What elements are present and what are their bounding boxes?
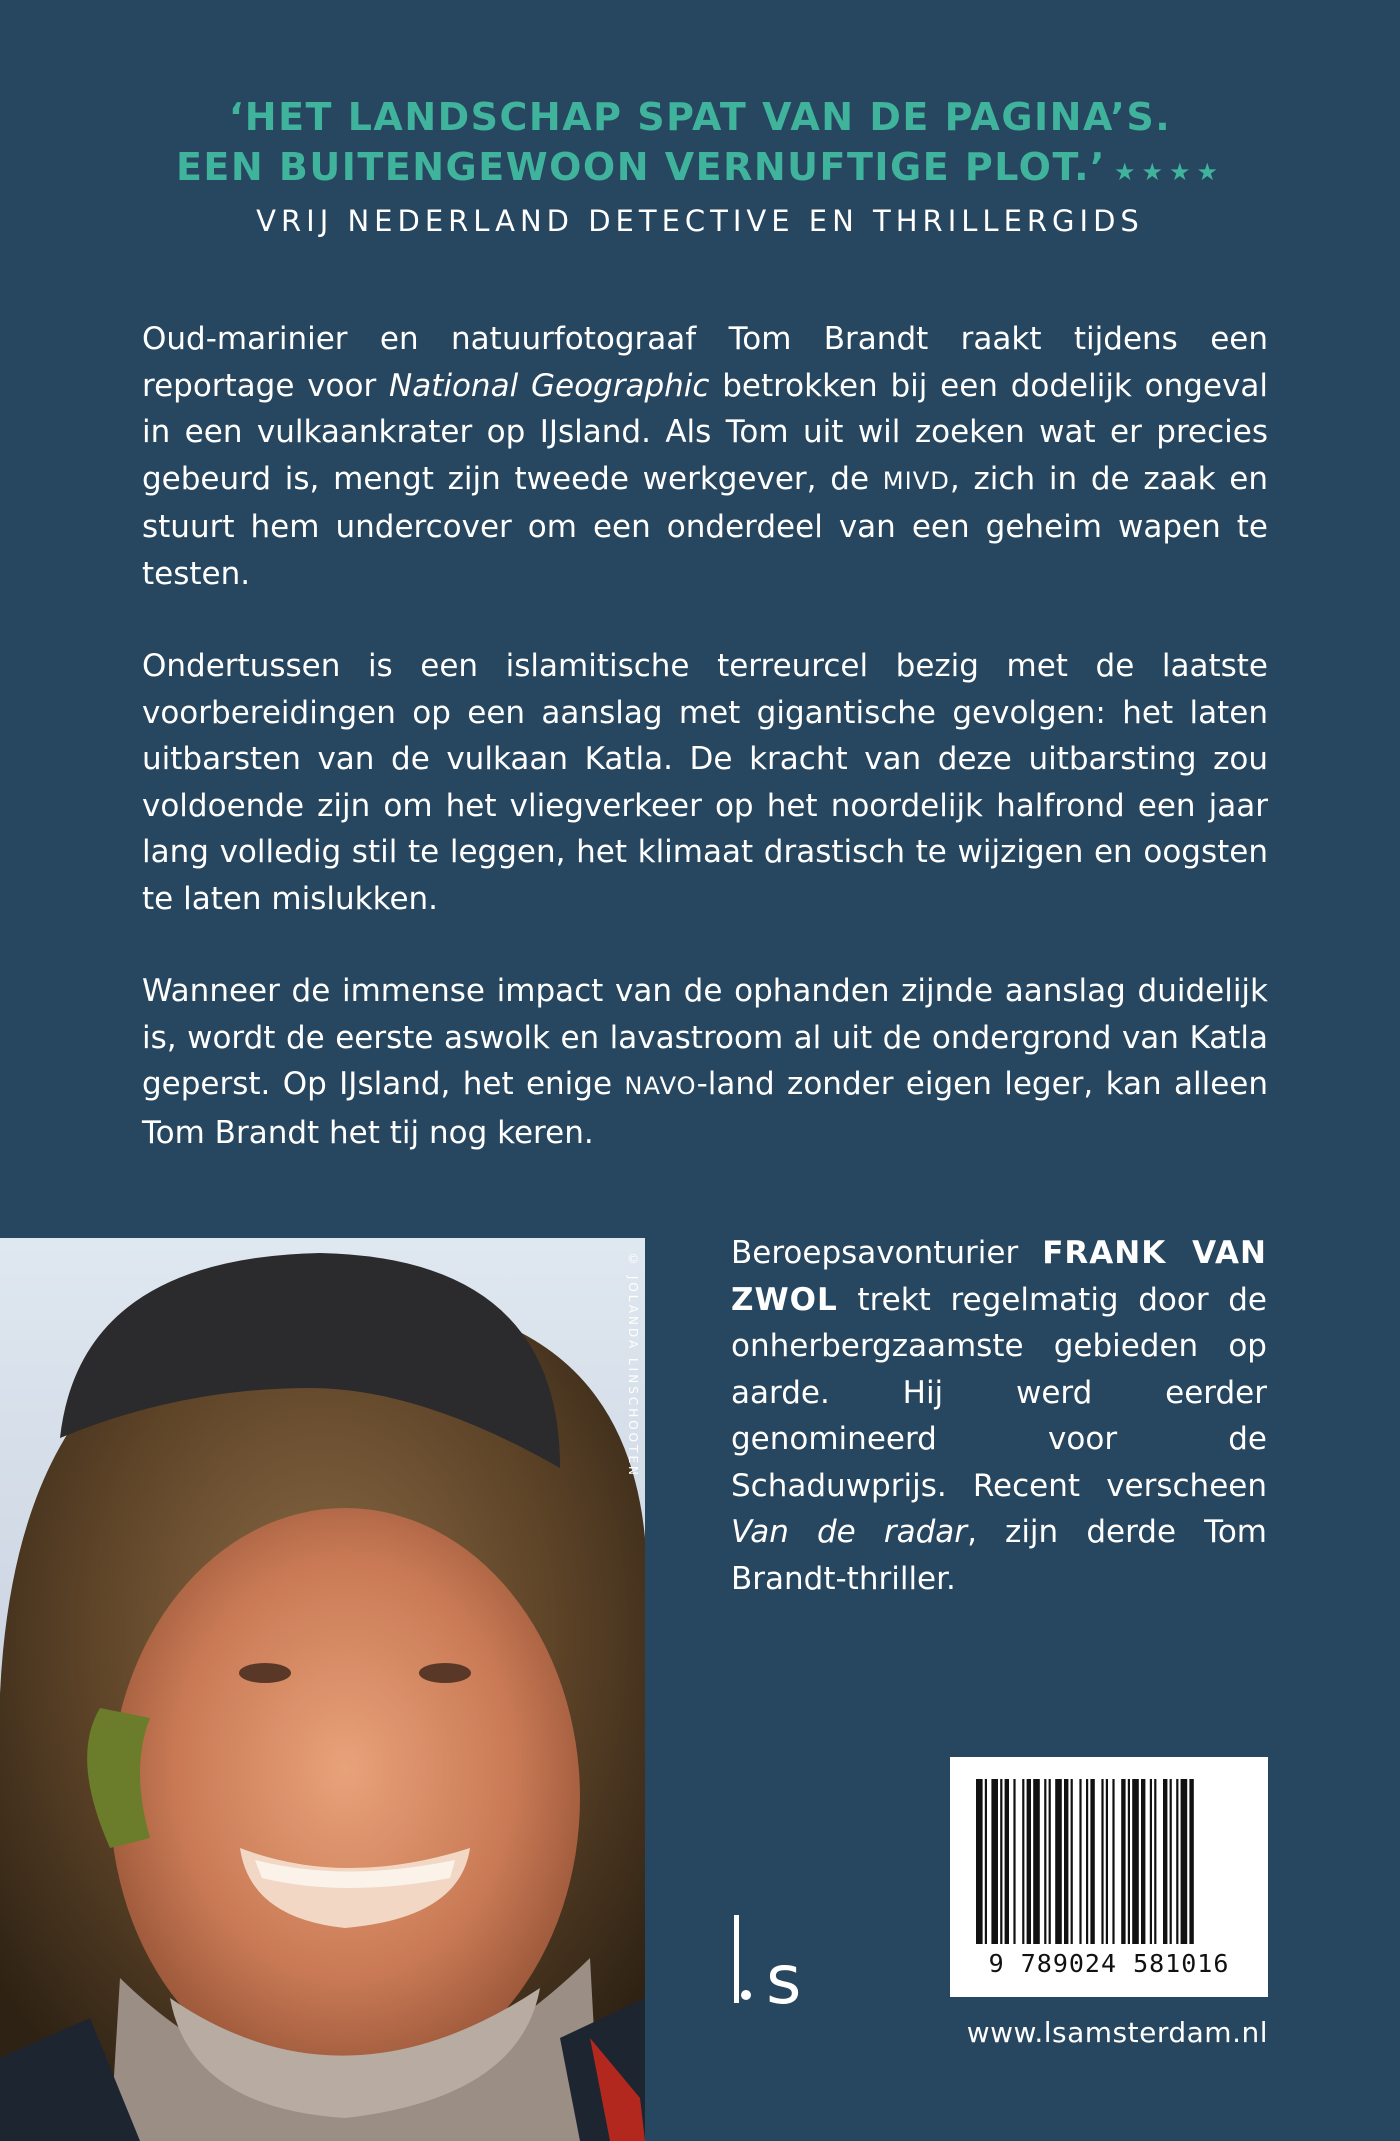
barcode-bar (1079, 1779, 1081, 1944)
synopsis-paragraph-3: Wanneer de immense impact van de ophanden zijnde aanslag duidelijk is, wordt de eerste aswolk en lavastroom al uit de ondergrond van Katla geperst. Op IJsland, het enige NAVO-land zonder eigen leger, kan alleen Tom Brandt het tij nog keren. (142, 973, 1268, 1151)
publisher-logo (730, 1915, 850, 2045)
barcode-bar (1013, 1779, 1015, 1944)
barcode-bar (1071, 1779, 1073, 1944)
barcode-bar (1181, 1779, 1188, 1944)
barcode-bar (1033, 1779, 1040, 1944)
barcode-bar (1000, 1779, 1002, 1944)
synopsis-paragraph-2: Ondertussen is een islamitische terreurcel bezig met de laatste voorbereidingen op een aanslag met gigantische gevolgen: het laten uitbarsten van de vulkaan Katla. De kracht van deze uitbarsting zou voldoende zijn om het vliegverkeer op het noordelijk halfrond een jaar lang volledig stil te leggen, het klimaat drastisch te wijzigen en oogsten te laten mislukken. (142, 648, 1268, 917)
barcode-bar (985, 1779, 987, 1944)
quote-line-1: ‘HET LANDSCHAP SPAT VAN DE PAGINA’S. (228, 95, 1172, 139)
back-cover-quote (0, 92, 1400, 243)
barcode-bar (1022, 1779, 1024, 1944)
isbn-digits: 9 789024 581016 (988, 1949, 1230, 1978)
barcode-bar (1090, 1779, 1094, 1944)
rating-stars: ★★★★ (1113, 158, 1225, 186)
barcode-bar (1101, 1779, 1103, 1944)
barcode-bar (1106, 1779, 1108, 1944)
svg-text:s: s (766, 1941, 802, 2020)
barcode-bar (976, 1779, 983, 1944)
quote-line-2: EEN BUITENGEWOON VERNUFTIGE PLOT.’ ★★★★ (175, 145, 1225, 189)
barcode-bar (1150, 1779, 1152, 1944)
author-bio: Beroepsavonturier FRANK VAN ZWOL trekt regelmatig door de onherbergzaamste gebieden op aarde. Hij werd eerder genomineerd voor de Schaduwprijs. Recent verscheen Van de radar, zijn derde Tom Brandt-thriller. (731, 1235, 1267, 1597)
barcode-bar (1027, 1779, 1031, 1944)
synopsis (142, 316, 1268, 1202)
quote-source: VRIJ NEDERLAND DETECTIVE EN THRILLERGIDS (256, 204, 1144, 238)
barcode-bar (1112, 1779, 1114, 1944)
synopsis-paragraph-1: Oud-marinier en natuurfotograaf Tom Brandt raakt tijdens een reportage voor National Geographic betrokken bij een dodelijk ongeval in een vulkaankrater op IJsland. Als Tom uit wil zoeken wat er precies gebeurd is, mengt zijn tweede werkgever, de MIVD, zich in de zaak en stuurt hem undercover om een onderdeel van een geheim wapen te testen. (142, 321, 1269, 592)
barcode-bar (1128, 1779, 1130, 1944)
barcode-bar (1189, 1779, 1193, 1944)
barcode-bar (1064, 1779, 1068, 1944)
barcode-bar (1132, 1779, 1139, 1944)
author-name: FRANK VAN ZWOL (731, 1235, 1267, 1318)
barcode-bar (1049, 1779, 1051, 1944)
barcode-bar (991, 1779, 998, 1944)
barcode-bar (1055, 1779, 1062, 1944)
barcode-bar (1163, 1779, 1167, 1944)
author-photo (0, 1238, 645, 2141)
isbn-barcode (950, 1757, 1268, 1997)
barcode-bar (1044, 1779, 1046, 1944)
barcode-bar (1121, 1779, 1125, 1944)
barcode-bar (1141, 1779, 1145, 1944)
publisher-url[interactable]: www.lsamsterdam.nl (966, 2016, 1268, 2049)
photo-credit: © JOLANDA LINSCHOOTEN (626, 1252, 640, 1478)
barcode-bar (1170, 1779, 1172, 1944)
barcode-bar (1086, 1779, 1088, 1944)
barcode-bar (1005, 1779, 1009, 1944)
barcode-bar (1154, 1779, 1156, 1944)
barcode-bar (1176, 1779, 1178, 1944)
